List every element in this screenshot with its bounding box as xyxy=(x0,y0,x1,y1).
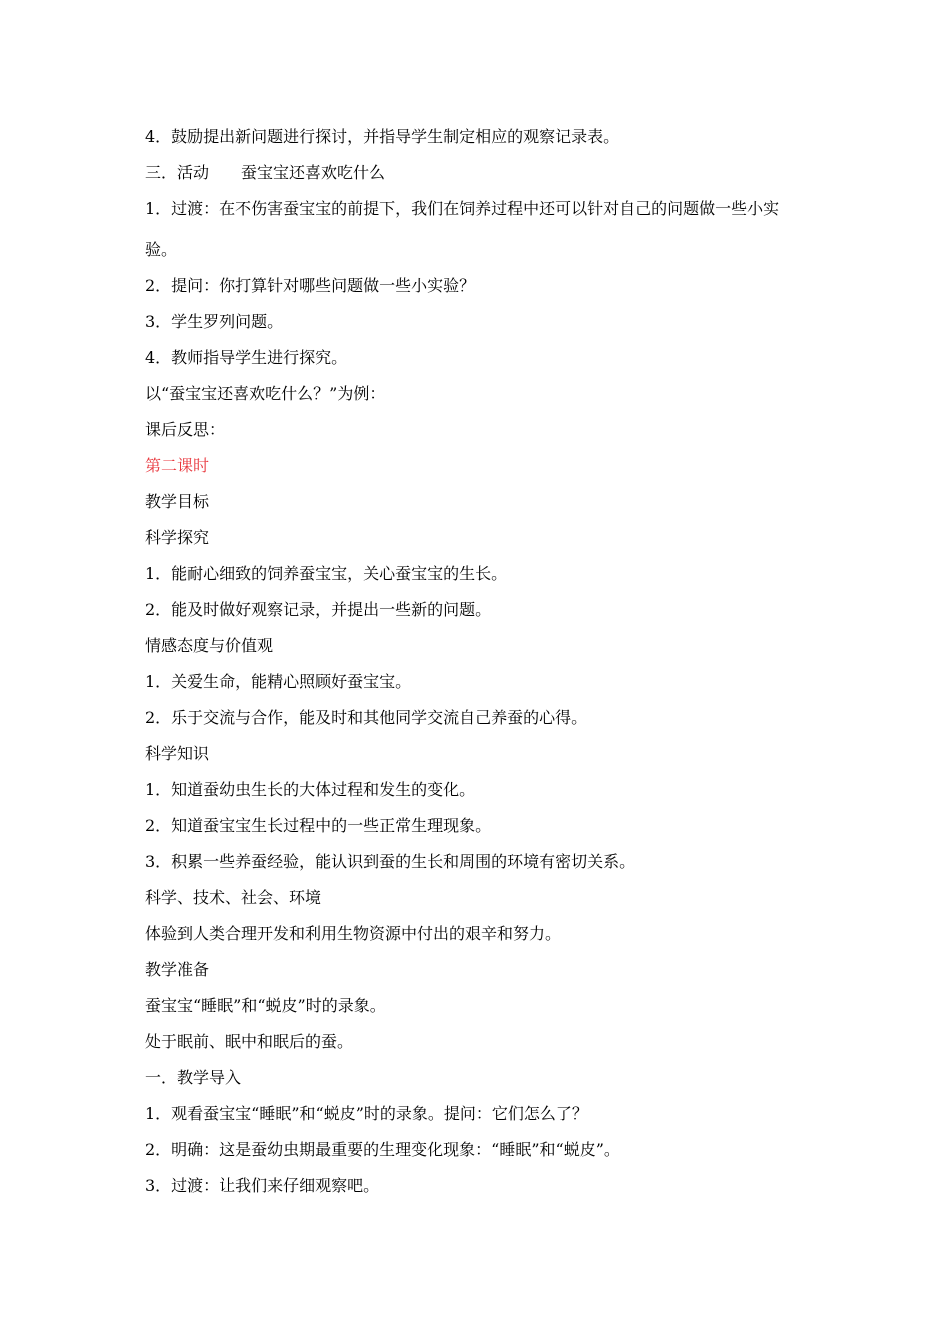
subsection-heading: 科学、技术、社会、环境 xyxy=(145,888,322,907)
paragraph: 体验到人类合理开发和利用生物资源中付出的艰辛和努力。 xyxy=(145,924,562,943)
paragraph: 4．鼓励提出新问题进行探讨，并指导学生制定相应的观察记录表。 xyxy=(145,127,620,146)
paragraph: 1．能耐心细致的饲养蚕宝宝，关心蚕宝宝的生长。 xyxy=(145,564,508,583)
paragraph: 1．观看蚕宝宝“睡眠”和“蜕皮”时的录象。提问：它们怎么了？ xyxy=(145,1104,588,1123)
section-heading: 三．活动 蚕宝宝还喜欢吃什么 xyxy=(145,163,386,182)
subsection-heading: 科学知识 xyxy=(145,744,210,763)
paragraph: 处于眠前、眠中和眠后的蚕。 xyxy=(145,1032,354,1051)
paragraph: 3．积累一些养蚕经验，能认识到蚕的生长和周围的环境有密切关系。 xyxy=(145,852,636,871)
section-heading: 教学目标 xyxy=(145,492,210,511)
lesson-heading: 第二课时 xyxy=(145,456,210,475)
paragraph: 2．乐于交流与合作，能及时和其他同学交流自己养蚕的心得。 xyxy=(145,708,588,727)
paragraph: 2．知道蚕宝宝生长过程中的一些正常生理现象。 xyxy=(145,816,492,835)
paragraph: 3．学生罗列问题。 xyxy=(145,312,284,331)
paragraph: 3．过渡：让我们来仔细观察吧。 xyxy=(145,1176,380,1195)
section-heading: 教学准备 xyxy=(145,960,210,979)
paragraph: 蚕宝宝“睡眠”和“蜕皮”时的录象。 xyxy=(145,996,386,1015)
paragraph: 1．关爱生命，能精心照顾好蚕宝宝。 xyxy=(145,672,412,691)
section-heading: 一．教学导入 xyxy=(145,1068,242,1087)
paragraph: 以“蚕宝宝还喜欢吃什么？”为例： xyxy=(145,384,386,403)
paragraph: 2．明确：这是蚕幼虫期最重要的生理变化现象：“睡眠”和“蜕皮”。 xyxy=(145,1140,620,1159)
subsection-heading: 科学探究 xyxy=(145,528,210,547)
paragraph: 2．能及时做好观察记录，并提出一些新的问题。 xyxy=(145,600,492,619)
paragraph: 1．知道蚕幼虫生长的大体过程和发生的变化。 xyxy=(145,780,476,799)
paragraph: 验。 xyxy=(145,240,178,259)
subsection-heading: 情感态度与价值观 xyxy=(145,636,274,655)
paragraph: 1．过渡：在不伤害蚕宝宝的前提下，我们在饲养过程中还可以针对自己的问题做一些小实 xyxy=(145,199,780,218)
paragraph: 4．教师指导学生进行探究。 xyxy=(145,348,348,367)
paragraph: 2．提问：你打算针对哪些问题做一些小实验？ xyxy=(145,276,476,295)
paragraph: 课后反思： xyxy=(145,420,226,439)
